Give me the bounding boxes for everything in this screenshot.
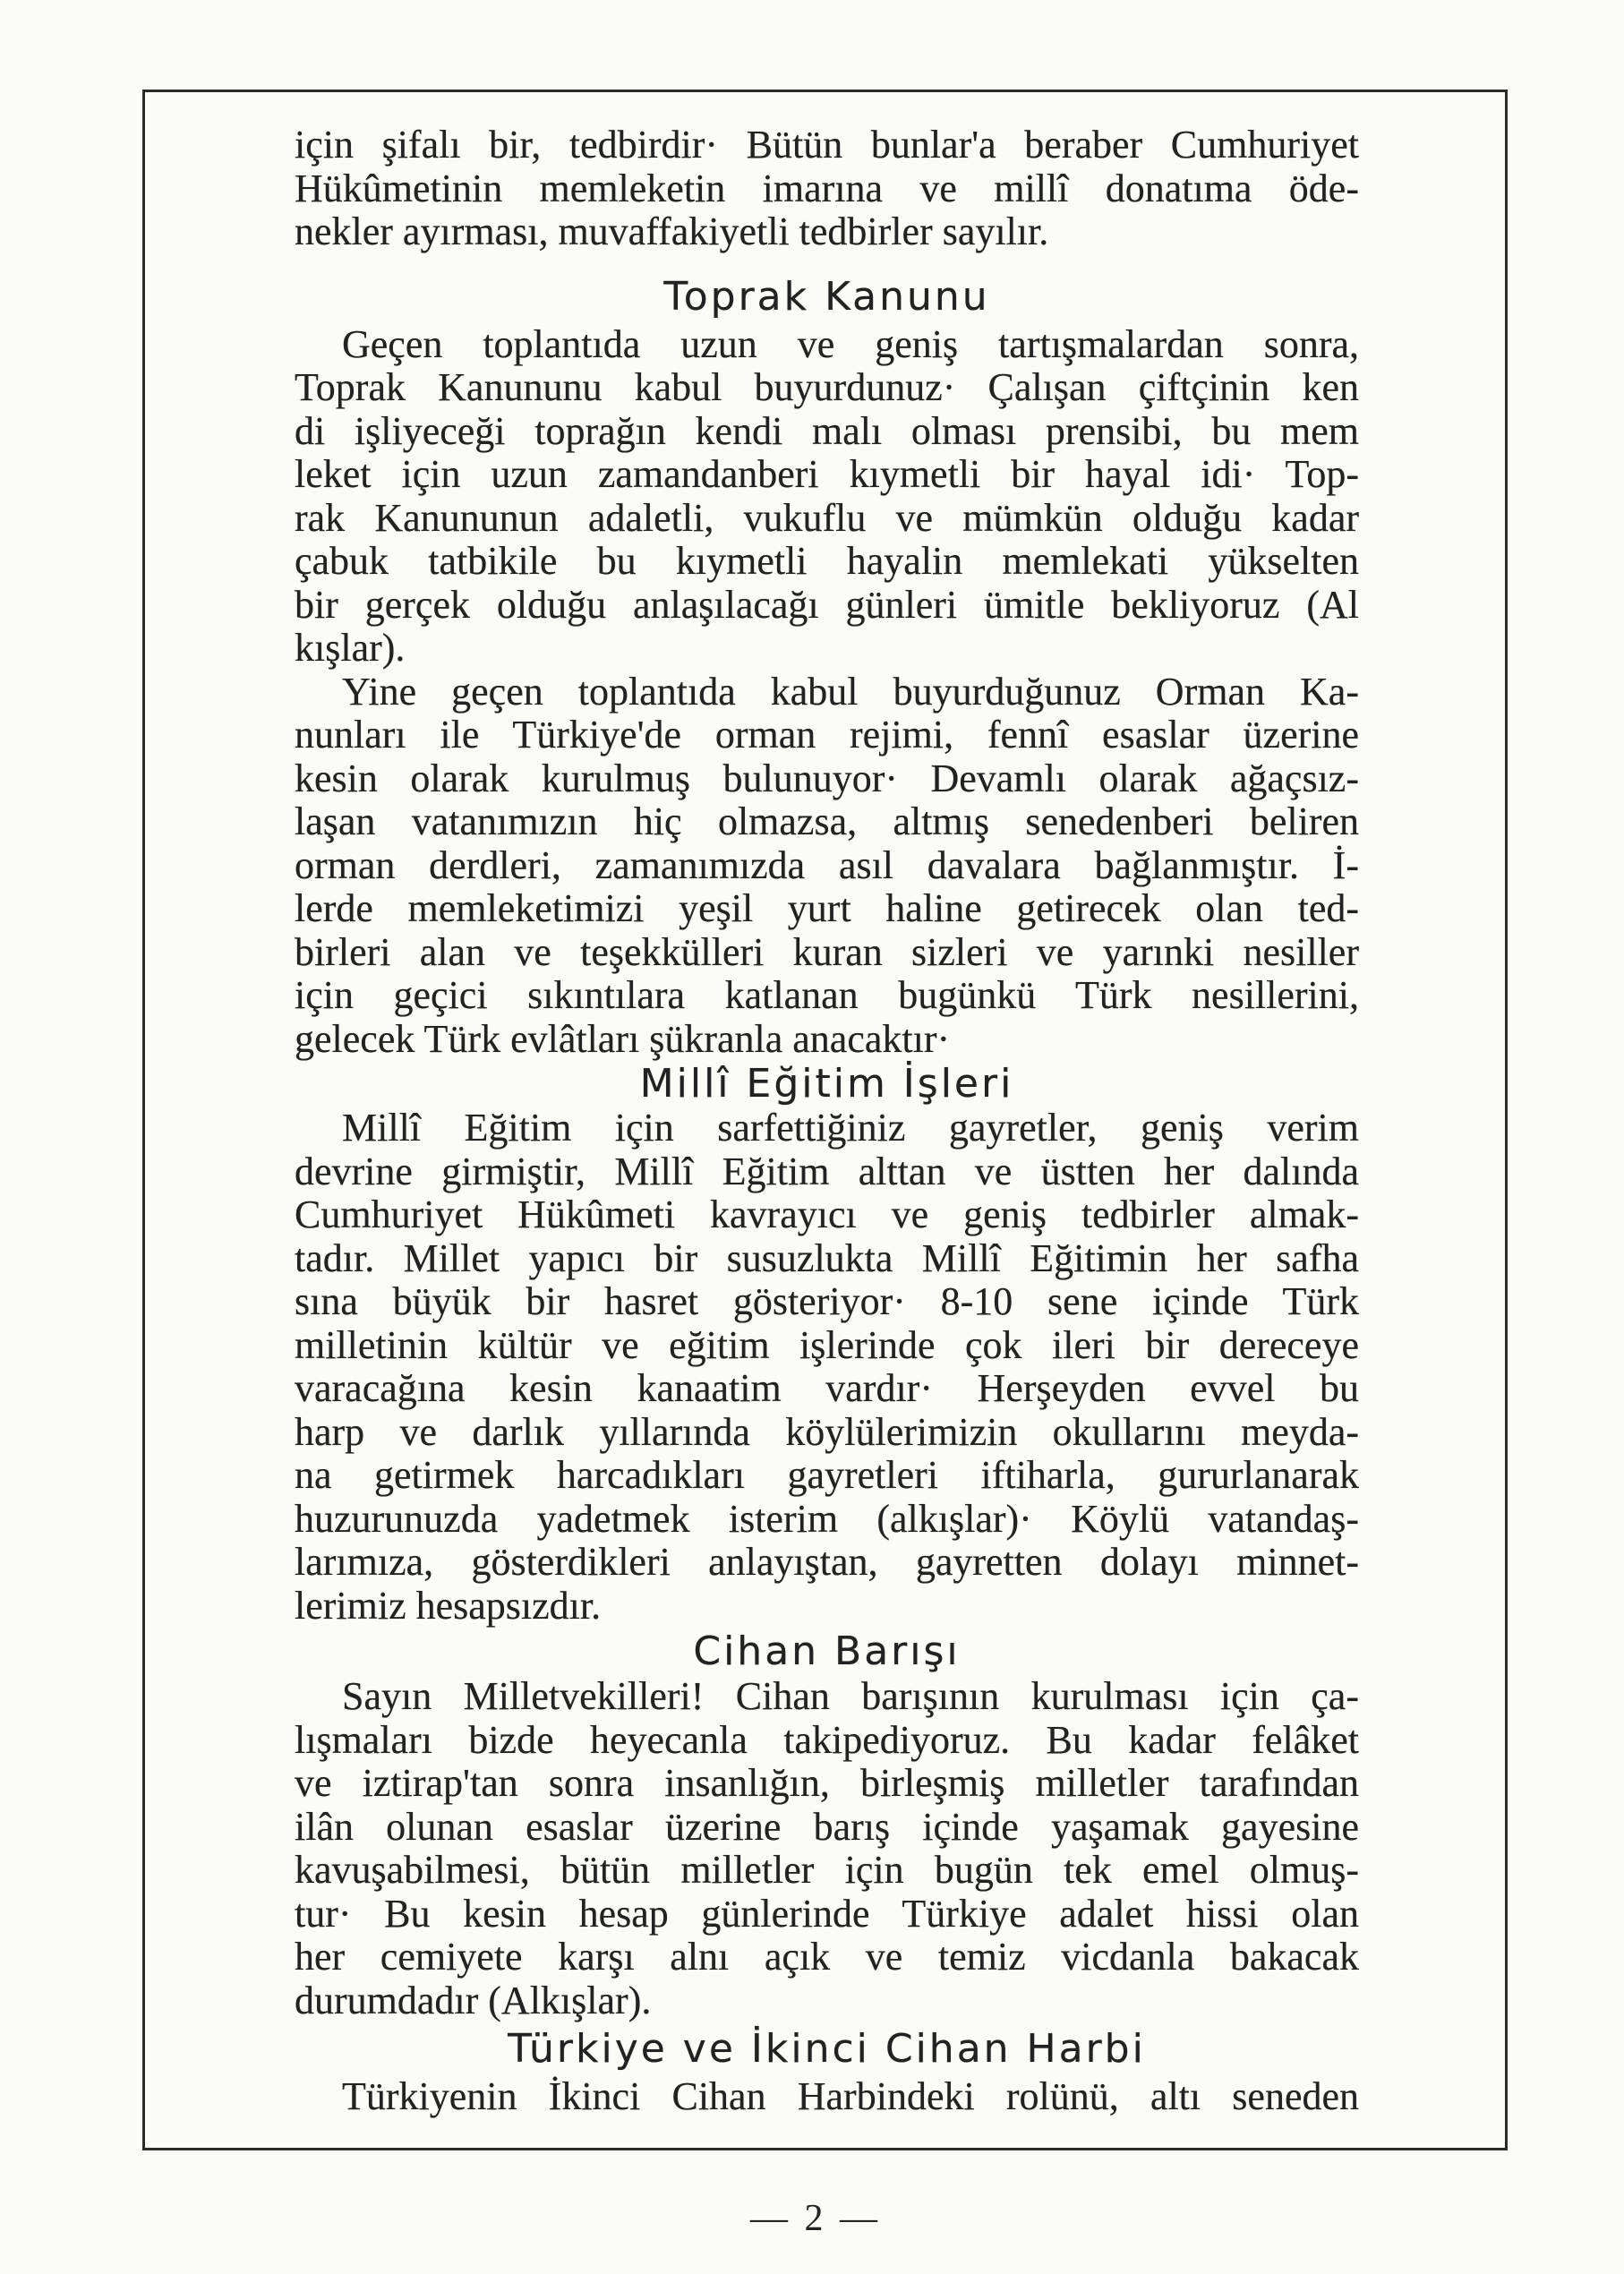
text-line: ve iztirap'tan sonra insanlığın, birleşmiş milletler tarafından bbox=[295, 1761, 1359, 1805]
section-heading: Cihan Barışı bbox=[693, 1629, 961, 1674]
text-line: ilân olunan esaslar üzerine barış içinde yaşamak gayesine bbox=[295, 1804, 1359, 1849]
text-line: Cumhuriyet Hükûmeti kavrayıcı ve geniş tedbirler almak- bbox=[295, 1193, 1359, 1236]
paragraph bbox=[295, 1107, 1359, 1628]
text-line: tadır. Millet yapıcı bir susuzlukta Millî Eğitimin her safha bbox=[295, 1235, 1359, 1280]
text-line: lerimiz hesapsızdır. bbox=[295, 1583, 602, 1628]
section-heading: Toprak Kanunu bbox=[663, 273, 990, 320]
text-line: laşan vatanımızın hiç olmazsa, altmış senedenberi beliren bbox=[295, 799, 1359, 843]
document-body bbox=[295, 124, 1359, 2119]
text-line: için geçici sıkıntılara katlanan bugünkü Türk nesillerini, bbox=[295, 973, 1359, 1017]
text-line: rak Kanununun adaletli, vukuflu ve mümkün olduğu kadar bbox=[295, 495, 1359, 540]
text-line: lışmaları bizde heyecanla takipediyoruz. Bu kadar felâket bbox=[295, 1717, 1359, 1762]
text-line: gelecek Türk evlâtları şükranla anacaktır· bbox=[295, 1016, 951, 1061]
text-line: Toprak Kanununu kabul buyurdunuz· Çalışan çiftçinin ken bbox=[295, 365, 1359, 409]
text-line: Yine geçen toplantıda kabul buyurduğunuz Orman Ka- bbox=[342, 669, 1359, 714]
text-line: birleri alan ve teşekkülleri kuran sizleri ve yarınki nesiller bbox=[295, 929, 1359, 974]
text-line: her cemiyete karşı alnı açık ve temiz vicdanla bakacak bbox=[295, 1935, 1359, 1979]
paragraph bbox=[295, 671, 1359, 1062]
text-line: tur· Bu kesin hesap günlerinde Türkiye adalet hissi olan bbox=[295, 1891, 1359, 1936]
text-line: Millî Eğitim için sarfettiğiniz gayretler, geniş verim bbox=[342, 1106, 1359, 1150]
text-line: milletinin kültür ve eğitim işlerinde çok ileri bir dereceye bbox=[295, 1322, 1359, 1367]
text-line: bir gerçek olduğu anlaşılacağı günleri ümitle bekliyoruz (Al bbox=[295, 582, 1359, 627]
text-line: nunları ile Türkiye'de orman rejimi, fennî esaslar üzerine bbox=[295, 713, 1359, 757]
section-heading: Türkiye ve İkinci Cihan Harbi bbox=[508, 2026, 1146, 2072]
text-line: Türkiyenin İkinci Cihan Harbindeki rolünü, altı seneden bbox=[342, 2074, 1359, 2118]
text-line: kavuşabilmesi, bütün milletler için bugün tek emel olmuş- bbox=[295, 1848, 1359, 1892]
paragraph bbox=[295, 323, 1359, 671]
text-line: Geçen toplantıda uzun ve geniş tartışmalardan sonra, bbox=[342, 321, 1359, 366]
text-line: durumdadır (Alkışlar). bbox=[295, 1978, 652, 2022]
text-line: kesin olarak kurulmuş bulunuyor· Devamlı olarak ağaçsız- bbox=[295, 756, 1359, 800]
text-line: çabuk tatbikile bu kıymetli hayalin memlekati yükselten bbox=[295, 539, 1359, 583]
text-line: sına büyük bir hasret gösteriyor· 8-10 sene içinde Türk bbox=[295, 1279, 1359, 1323]
text-line: leket için uzun zamandanberi kıymetli bir hayal idi· Top- bbox=[295, 452, 1359, 496]
text-line: kışlar). bbox=[295, 626, 406, 670]
text-line: na getirmek harcadıkları gayretleri iftiharla, gururlanarak bbox=[295, 1453, 1359, 1497]
paragraph bbox=[295, 1675, 1359, 2022]
text-line: huzurunuzda yadetmek isterim (alkışlar)· Köylü vatandaş- bbox=[295, 1496, 1359, 1541]
text-line: varacağına kesin kanaatim vardır· Herşeyden evvel bu bbox=[295, 1366, 1359, 1410]
text-line: orman derdleri, zamanımızda asıl davalara bağlanmıştır. İ- bbox=[295, 842, 1359, 887]
section-heading: Millî Eğitim İşleri bbox=[639, 1061, 1014, 1107]
text-line: di işliyeceği toprağın kendi malı olması prensibi, bu mem bbox=[295, 408, 1359, 453]
text-line: Hükûmetinin memleketin imarına ve millî donatıma öde- bbox=[295, 166, 1359, 210]
text-line: için şifalı bir, tedbirdir· Bütün bunlar'a beraber Cumhuriyet bbox=[295, 123, 1359, 167]
text-line: lerde memleketimizi yeşil yurt haline getirecek olan ted- bbox=[295, 886, 1359, 930]
paragraph bbox=[295, 2075, 1359, 2119]
text-line: devrine girmiştir, Millî Eğitim alttan ve üstten her dalında bbox=[295, 1149, 1359, 1193]
text-line: nekler ayırması, muvaffakiyetli tedbirler sayılır. bbox=[295, 209, 1049, 253]
text-line: harp ve darlık yıllarında köylülerimizin okullarını meyda- bbox=[295, 1409, 1359, 1454]
page-number: — 2 — bbox=[750, 2198, 881, 2239]
paragraph bbox=[295, 124, 1359, 254]
text-line: larımıza, gösterdikleri anlayıştan, gayretten dolayı minnet- bbox=[295, 1540, 1359, 1584]
text-line: Sayın Milletvekilleri! Cihan barışının kurulması için ça- bbox=[342, 1674, 1359, 1718]
